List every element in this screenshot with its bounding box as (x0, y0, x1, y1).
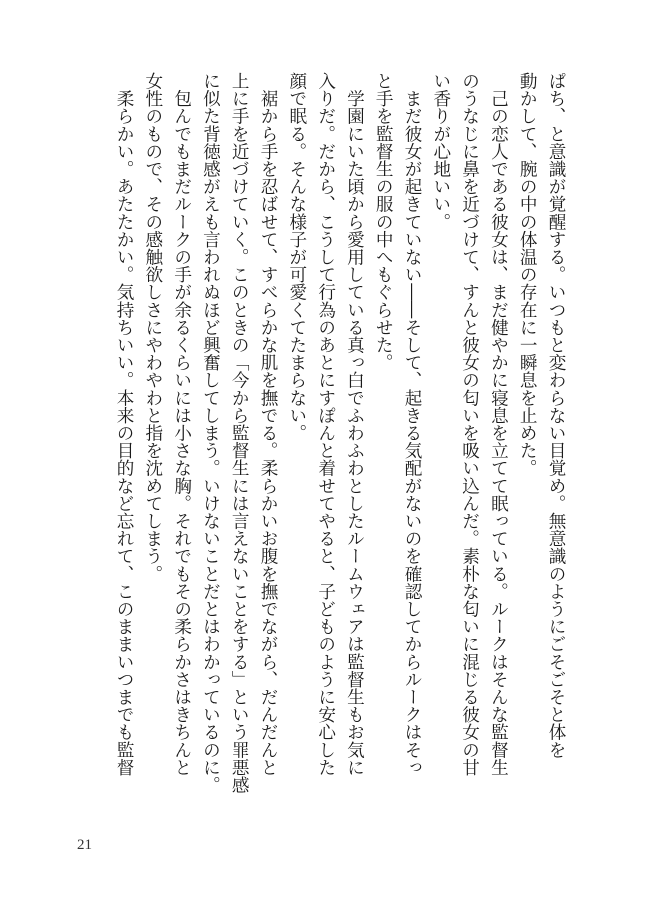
text-line: 己の恋人である彼女は、まだ健やかに寝息を立てて眠っている。ルークはそんな監督生 (488, 72, 509, 776)
text-line: 柔らかい。あたたかい。気持ちいい。本来の目的など忘れて、このままいつまでも監督 (114, 72, 135, 776)
text-line: 顔で眠る。そんな様子が可愛くてたまらない。 (286, 72, 307, 442)
text-line: 裾から手を忍ばせて、すべらかな肌を撫でる。柔らかいお腹を撫でながら、だんだんと (258, 72, 279, 776)
text-line: 上に手を近づけていく。このときの「今から監督生には言えないことをする」という罪悪感 (229, 72, 250, 794)
text-line: 入りだ。だから、こうして行為のあとにすぽんと着せてやると、子どものように安心した (315, 72, 336, 776)
page-number: 21 (77, 837, 92, 853)
body-text (96, 72, 570, 820)
text-line: い香りが心地いい。 (430, 72, 451, 231)
text-line: 女性のもので、その感触欲しさにやわやわと指を沈めてしまう。 (142, 72, 163, 583)
text-line: に似た背徳感がえも言われぬほど興奮してしまう。いけないことだとはわかっているのに。 (200, 72, 221, 794)
text-line: のうなじに鼻を近づけて、すんと彼女の匂いを吸い込んだ。素朴な匂いに混じる彼女の甘 (459, 72, 480, 776)
text-line: 学園にいた頃から愛用している真っ白でふわふわとしたルームウェアは監督生もお気に (344, 72, 365, 776)
text-line: まだ彼女が起きていない――そして、起きる気配がないのを確認してからルークはそっ (402, 72, 423, 776)
text-line: ぱち、と意識が覚醒する。いつもと変わらない目覚め。無意識のようにごそごそと体を (546, 72, 566, 759)
text-line: と手を監督生の服の中へもぐらせた。 (373, 72, 394, 372)
text-line: 包んでもまだルークの手が余るくらいには小さな胸。それでもその柔らかさはきちんと (171, 72, 192, 776)
text-line: 動かして、腕の中の体温の存在に一瞬息を止めた。 (517, 72, 538, 477)
